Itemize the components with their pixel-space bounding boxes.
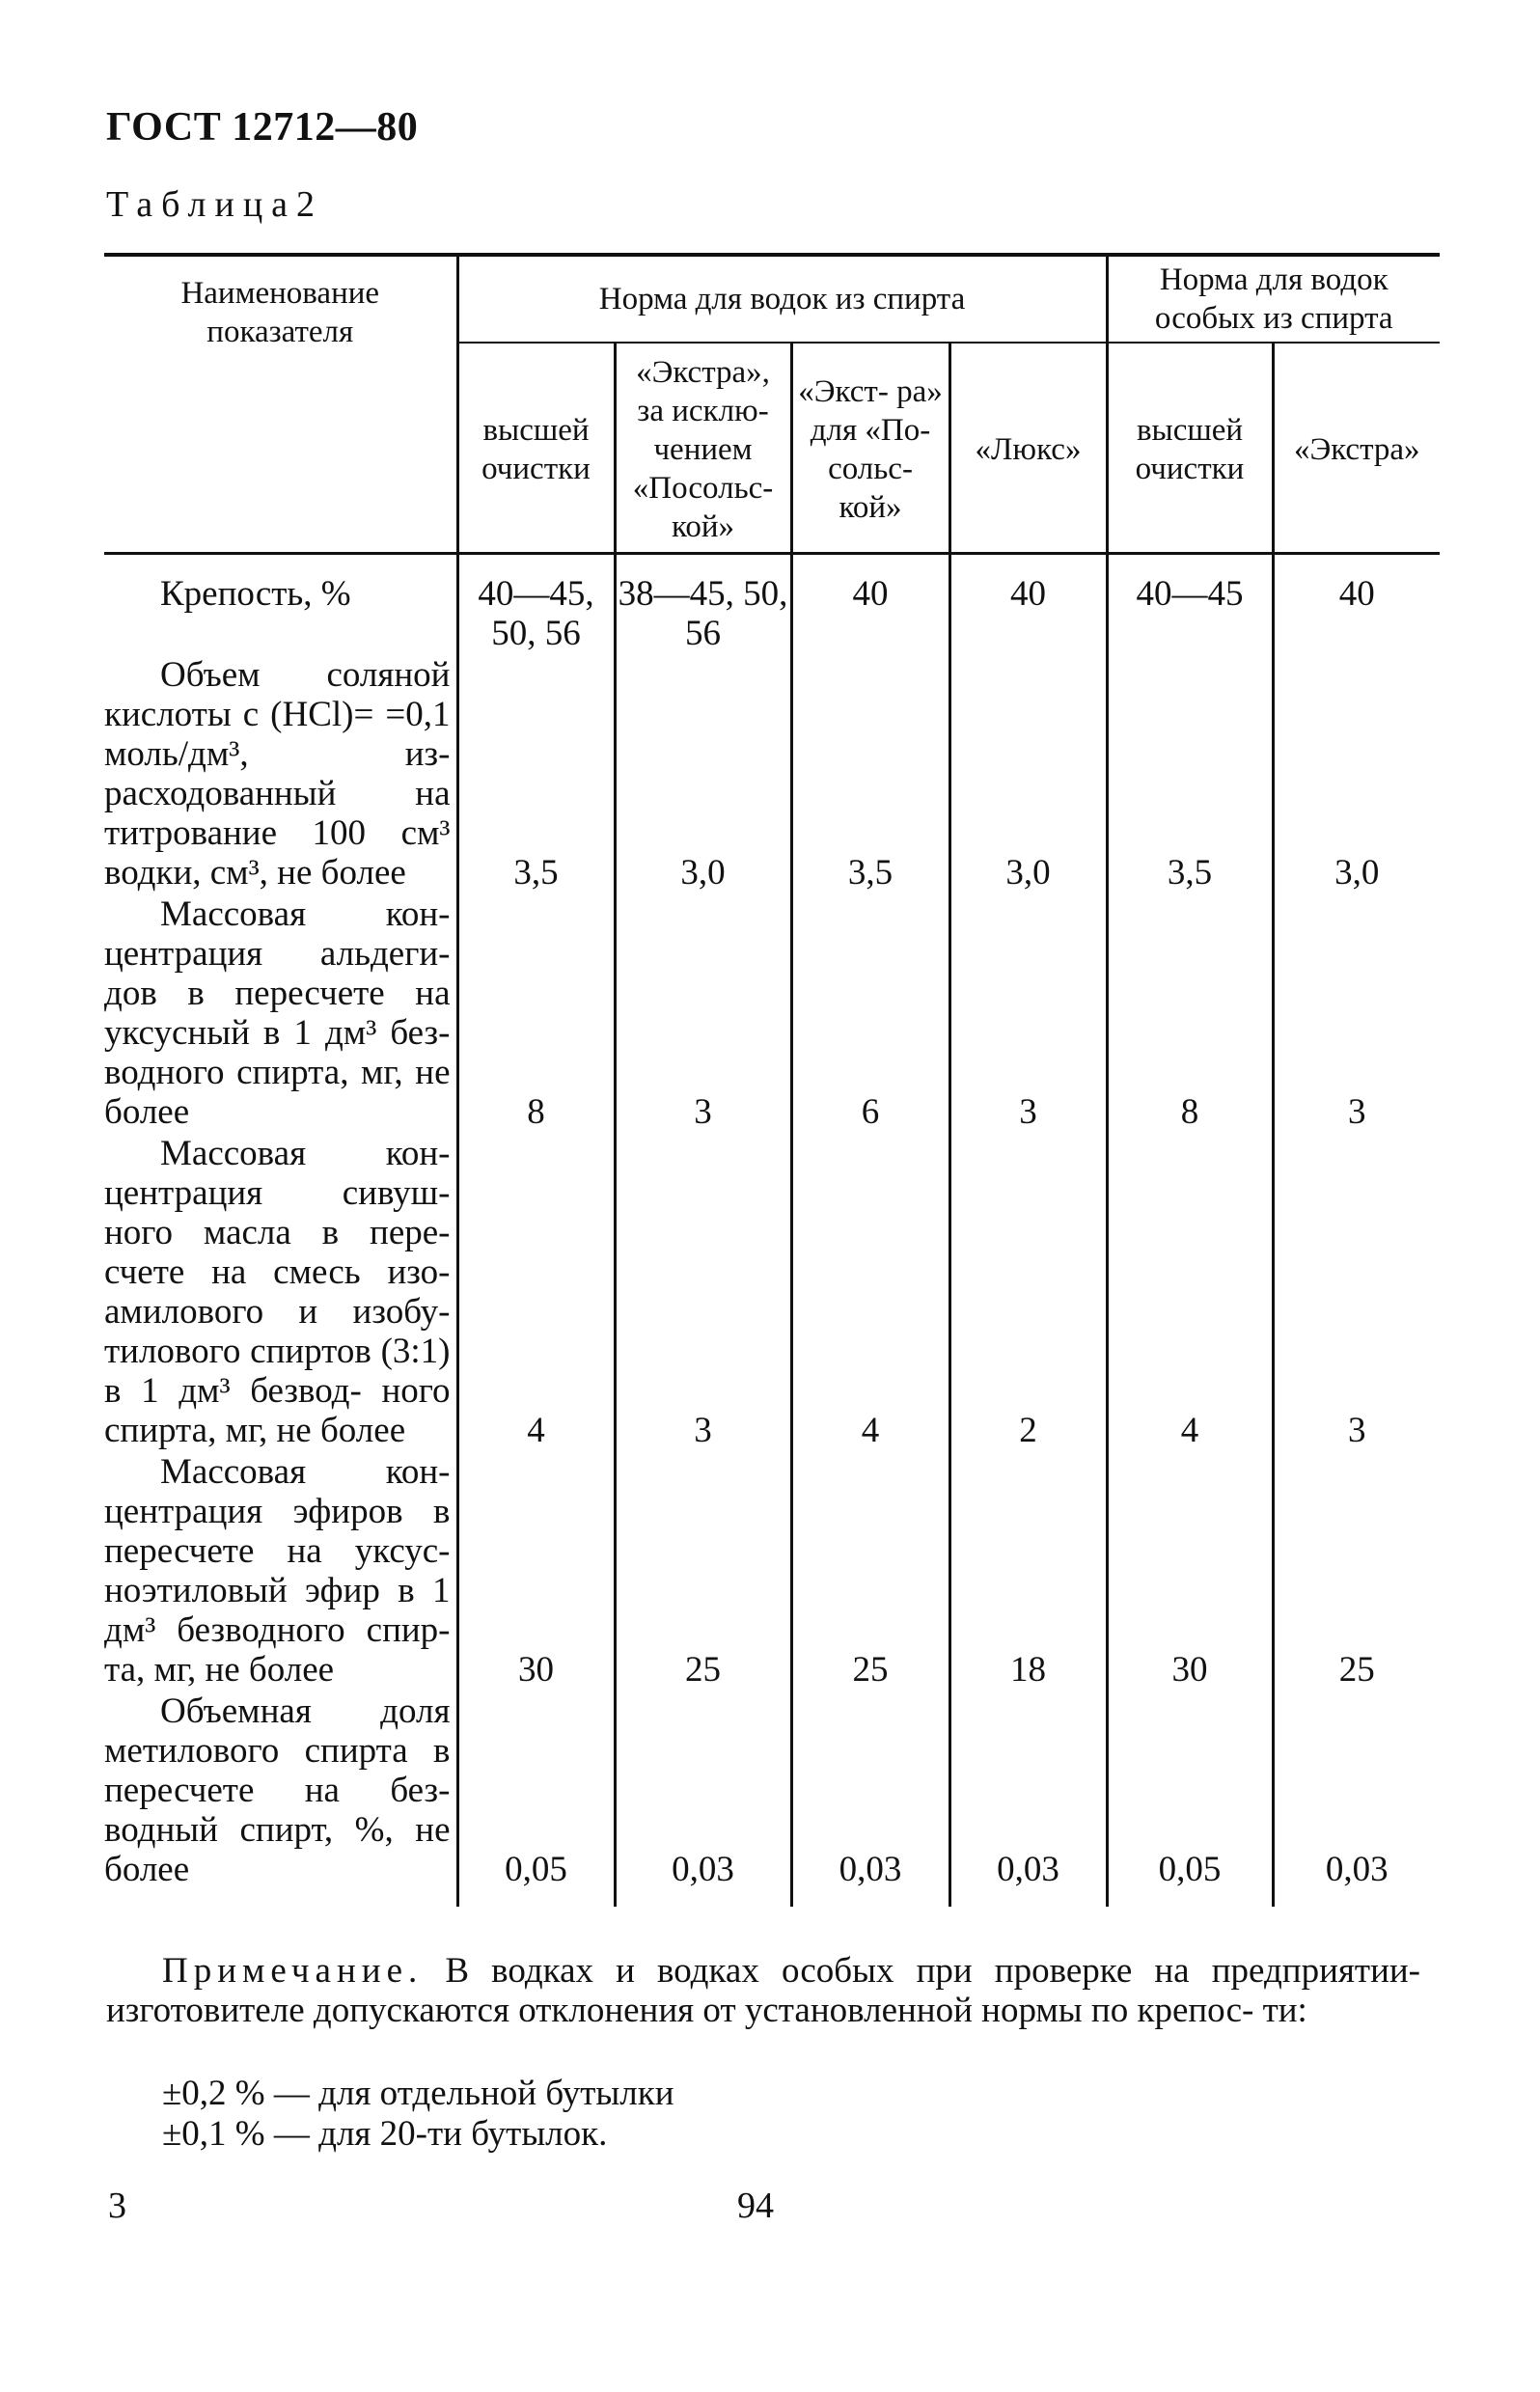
subheader-cell: высшей очистки: [1107, 343, 1273, 554]
table-row: [104, 1691, 1440, 1891]
value-cell: 4: [791, 1134, 949, 1452]
value-cell: 2: [949, 1134, 1107, 1452]
value-cell: 0,05: [1107, 1691, 1273, 1891]
note-line: ±0,1 % — для 20-ти бутылок.: [162, 2114, 608, 2154]
value-cell: 3: [615, 894, 791, 1134]
row-name: Объемная доля метилового спирта в пересчете на без- водный спирт, %, не более: [104, 1691, 451, 1889]
value-cell: 8: [1107, 894, 1273, 1134]
note-text: В водках и водках особых при проверке на предприятии-изготовителе допускаются отклонения от установленной нормы по крепос- ти:: [106, 1951, 1420, 2030]
value-cell: 0,03: [791, 1691, 949, 1891]
subheader-cell: высшей очистки: [457, 343, 615, 554]
norms-table: [104, 253, 1440, 1907]
value-cell: 3: [1273, 1134, 1440, 1452]
group-header-special-vodka: Норма для водок особых из спирта: [1107, 255, 1440, 343]
value-cell: 40: [1273, 554, 1440, 656]
row-name: Крепость, %: [160, 574, 351, 614]
value-cell: 4: [457, 1134, 615, 1452]
group-header-vodka: Норма для водок из спирта: [457, 255, 1107, 343]
table-note: [106, 1951, 1420, 2030]
table-row: [104, 554, 1440, 656]
value-cell: 3,5: [1107, 655, 1273, 894]
table-row: [104, 894, 1440, 1134]
value-cell: 40: [791, 554, 949, 656]
value-cell: 0,03: [615, 1691, 791, 1891]
table-row: [104, 655, 1440, 894]
note-line: ±0,2 % — для отдельной бутылки: [162, 2074, 674, 2113]
value-cell: 25: [1273, 1452, 1440, 1691]
value-cell: 0,03: [1273, 1691, 1440, 1891]
value-cell: 0,03: [949, 1691, 1107, 1891]
row-name: Массовая кон- центрация альдеги- дов в пересчете на уксусный в 1 дм³ без- водного спирта, мг, не более: [104, 894, 451, 1132]
row-name: Массовая кон- центрация сивуш- ного масла в пере- счете на смесь изо- амилового и изобу- тилового спиртов (3:1) в 1 дм³ безвод- ного спирта, мг, не более: [104, 1134, 451, 1450]
value-cell: 3: [615, 1134, 791, 1452]
value-cell: 40—45, 50, 56: [457, 554, 615, 656]
subheader-cell: «Экстра», за исклю- чением «Посольс- кой»: [615, 343, 791, 554]
row-name: Объем соляной кислоты c (HCl)= =0,1 моль/дм³, из- расходованный на титрование 100 см³ водки, см³, не более: [104, 655, 451, 893]
subheader-cell: «Люкс»: [949, 343, 1107, 554]
document-code: ГОСТ 12712—80: [106, 105, 419, 150]
value-cell: 3,5: [791, 655, 949, 894]
value-cell: 30: [1107, 1452, 1273, 1691]
value-cell: 8: [457, 894, 615, 1134]
value-cell: 6: [791, 894, 949, 1134]
subheader-cell: «Экст- ра» для «По- сольс- кой»: [791, 343, 949, 554]
value-cell: 38—45, 50, 56: [615, 554, 791, 656]
column-header-indicator: Наименование показателя: [104, 255, 457, 554]
value-cell: 3,0: [615, 655, 791, 894]
row-name: Массовая кон- центрация эфиров в пересчете на уксус- ноэтиловый эфир в 1 дм³ безводного спир- та, мг, не более: [104, 1452, 451, 1690]
value-cell: 18: [949, 1452, 1107, 1691]
value-cell: 25: [615, 1452, 791, 1691]
page-number-left: 3: [108, 2186, 126, 2226]
value-cell: 3,5: [457, 655, 615, 894]
value-cell: 4: [1107, 1134, 1273, 1452]
table-row: [104, 1452, 1440, 1691]
page-number-center: 94: [737, 2186, 774, 2226]
table-bottom-spacer: [104, 1891, 1440, 1907]
table-caption: Таблица2: [106, 184, 324, 225]
value-cell: 3,0: [949, 655, 1107, 894]
value-cell: 30: [457, 1452, 615, 1691]
subheader-cell: «Экстра»: [1273, 343, 1440, 554]
value-cell: 40: [949, 554, 1107, 656]
value-cell: 3: [949, 894, 1107, 1134]
note-label: Примечание.: [162, 1951, 424, 1991]
value-cell: 0,05: [457, 1691, 615, 1891]
table-row: [104, 1134, 1440, 1452]
value-cell: 3,0: [1273, 655, 1440, 894]
value-cell: 40—45: [1107, 554, 1273, 656]
value-cell: 25: [791, 1452, 949, 1691]
value-cell: 3: [1273, 894, 1440, 1134]
